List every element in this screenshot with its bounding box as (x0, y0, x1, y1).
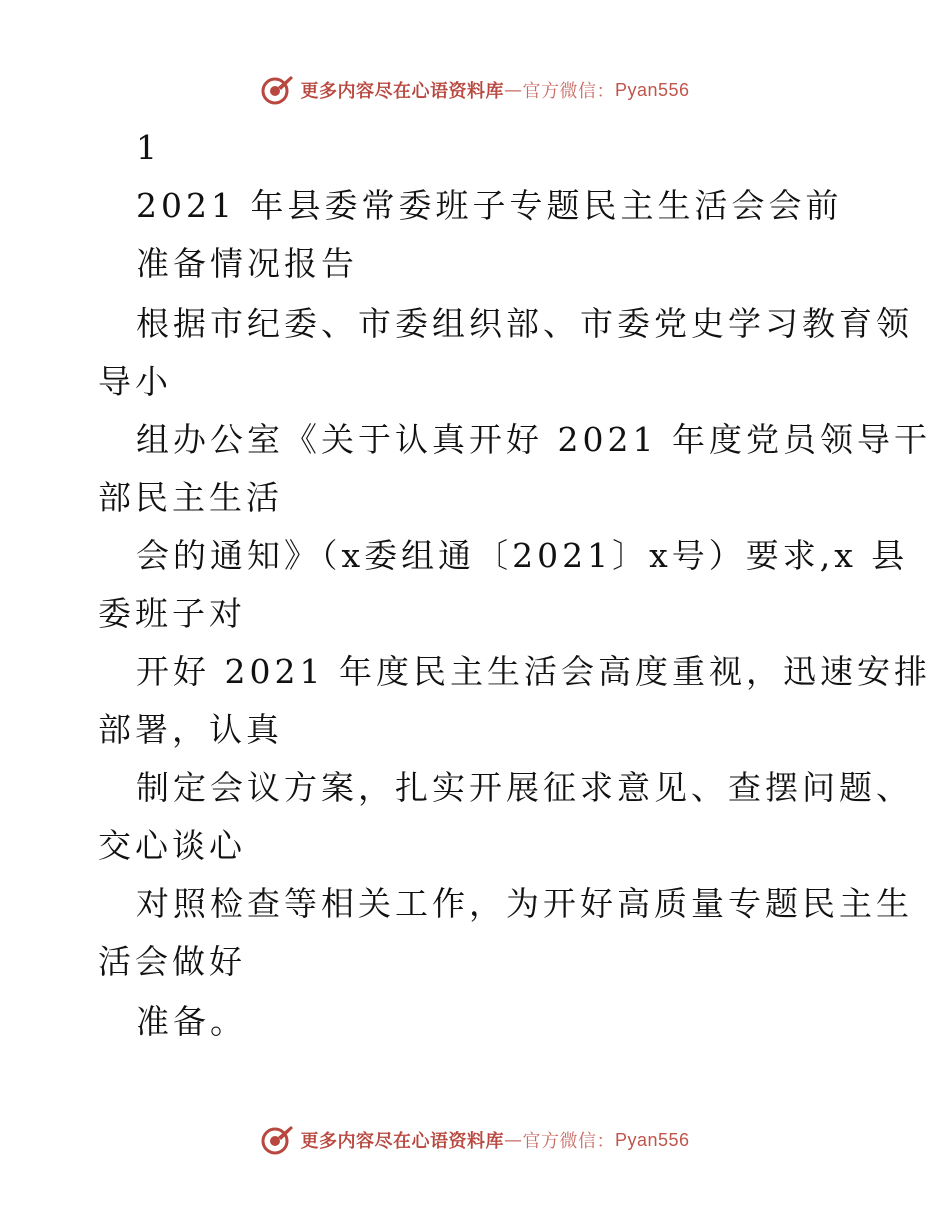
pen-logo-icon (260, 73, 294, 107)
paragraph-line: 制定会议方案，扎实开展征求意见、查摆问题、 (136, 768, 913, 807)
document-title-line-1: 2021 年县委常委班子专题民主生活会会前 (136, 186, 843, 225)
paragraph-line: 开好 2021 年度民主生活会高度重视，迅速安排 (136, 652, 931, 691)
watermark-wechat-id: Pyan556 (614, 79, 690, 100)
watermark-site-text: 更多内容尽在心语资料库 (300, 81, 504, 102)
paragraph-line: 委班子对 (98, 594, 246, 633)
watermark-wechat-label: 官方微信： (522, 1131, 615, 1152)
watermark-separator: — (503, 1129, 523, 1151)
paragraph-line: 活会做好 (98, 942, 246, 981)
document-title-line-2: 准备情况报告 (136, 244, 358, 283)
page-number: 1 (136, 128, 161, 167)
watermark-site-text: 更多内容尽在心语资料库 (300, 1131, 504, 1152)
paragraph-line: 部民主生活 (98, 478, 283, 517)
pen-logo-icon (260, 1123, 294, 1157)
header-watermark (0, 70, 950, 110)
paragraph-line: 会的通知》（x委组通〔2021〕x号）要求,x 县 (136, 536, 909, 575)
paragraph-line: 交心谈心 (98, 826, 246, 865)
footer-watermark (0, 1120, 950, 1160)
watermark-wechat-id: Pyan556 (614, 1129, 690, 1150)
paragraph-line: 准备。 (136, 1002, 247, 1041)
watermark-separator: — (503, 79, 523, 101)
paragraph-line: 部署，认真 (98, 710, 283, 749)
watermark-wechat-label: 官方微信： (522, 81, 615, 102)
paragraph-line: 导小 (98, 362, 172, 401)
paragraph-line: 根据市纪委、市委组织部、市委党史学习教育领 (136, 304, 913, 343)
paragraph-line: 组办公室《关于认真开好 2021 年度党员领导干 (136, 420, 931, 459)
paragraph-line: 对照检查等相关工作，为开好高质量专题民主生 (136, 884, 913, 923)
